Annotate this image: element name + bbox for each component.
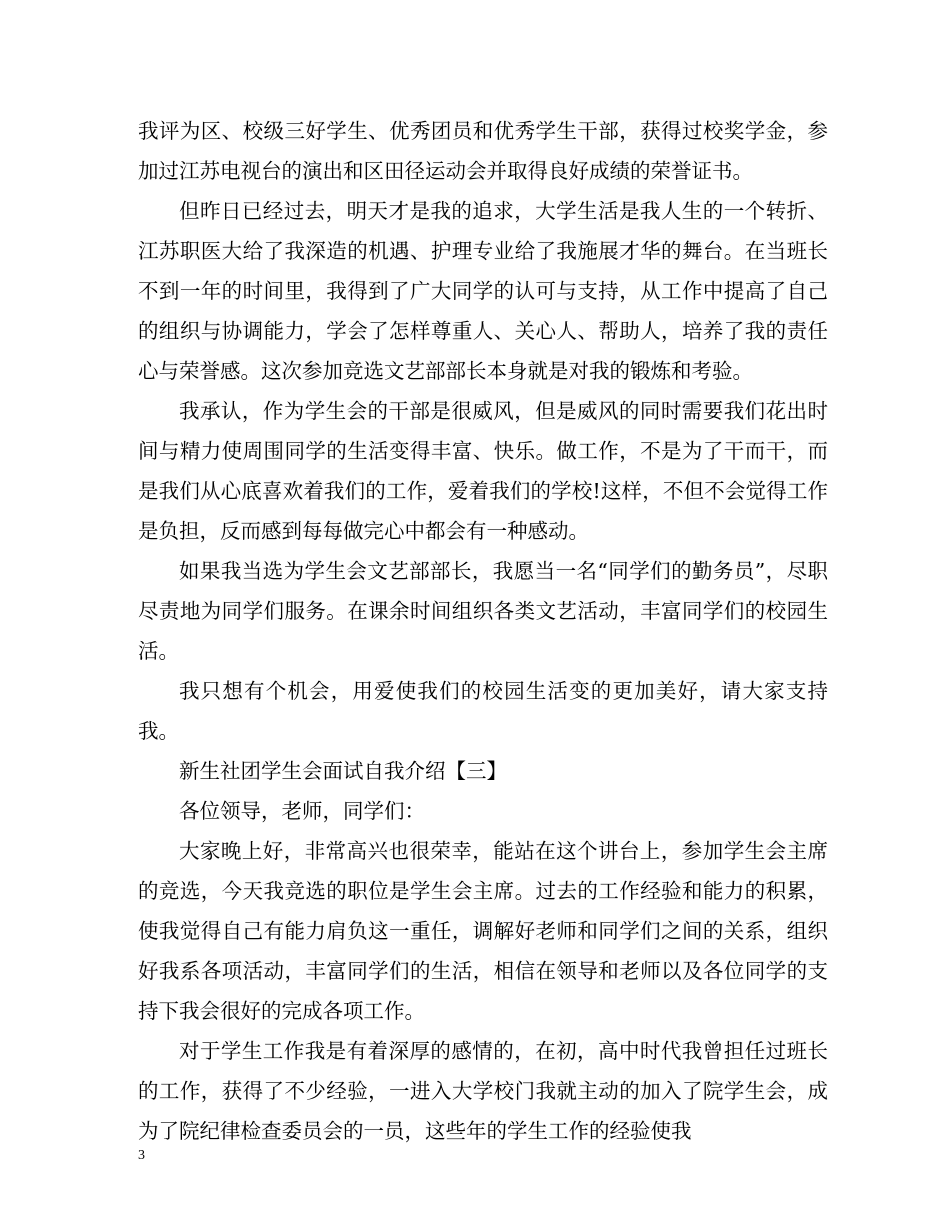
paragraph: 但昨日已经过去，明天才是我的追求，大学生活是我人生的一个转折、江苏职医大给了我深造的机遇、护理专业给了我施展才华的舞台。在当班长不到一年的时间里，我得到了广大同学的认可与支持，从工作中提高了自己的组织与协调能力，学会了怎样尊重人、关心人、帮助人，培养了我的责任心与荣誉感。这次参加竞选文艺部部长本身就是对我的锻炼和考验。	[138, 199, 828, 383]
page-number: 3	[138, 1148, 145, 1163]
document-body	[138, 111, 828, 1151]
paragraph: 我承认，作为学生会的干部是很威风，但是威风的同时需要我们花出时间与精力使周围同学的生活变得丰富、快乐。做工作，不是为了干而干，而是我们从心底喜欢着我们的工作，爱着我们的学校!这样，不但不会觉得工作是负担，反而感到每每做完心中都会有一种感动。	[138, 399, 828, 543]
paragraph: 如果我当选为学生会文艺部部长，我愿当一名“同学们的勤务员”，尽职尽责地为同学们服务。在课余时间组织各类文艺活动，丰富同学们的校园生活。	[138, 559, 828, 663]
paragraph: 大家晚上好，非常高兴也很荣幸，能站在这个讲台上，参加学生会主席的竞选，今天我竞选的职位是学生会主席。过去的工作经验和能力的积累，使我觉得自己有能力肩负这一重任，调解好老师和同学们之间的关系，组织好我系各项活动，丰富同学们的生活，相信在领导和老师以及各位同学的支持下我会很好的完成各项工作。	[138, 839, 828, 1023]
paragraph: 我只想有个机会，用爱使我们的校园生活变的更加美好，请大家支持我。	[138, 679, 828, 743]
paragraph: 对于学生工作我是有着深厚的感情的，在初，高中时代我曾担任过班长的工作，获得了不少经验，一进入大学校门我就主动的加入了院学生会，成为了院纪律检查委员会的一员，这些年的学生工作的经验使我	[138, 1039, 828, 1143]
paragraph-continued: 我评为区、校级三好学生、优秀团员和优秀学生干部，获得过校奖学金，参加过江苏电视台的演出和区田径运动会并取得良好成绩的荣誉证书。	[138, 119, 828, 183]
salutation: 各位领导，老师，同学们：	[179, 799, 425, 823]
section-heading: 新生社团学生会面试自我介绍【三】	[179, 759, 507, 783]
